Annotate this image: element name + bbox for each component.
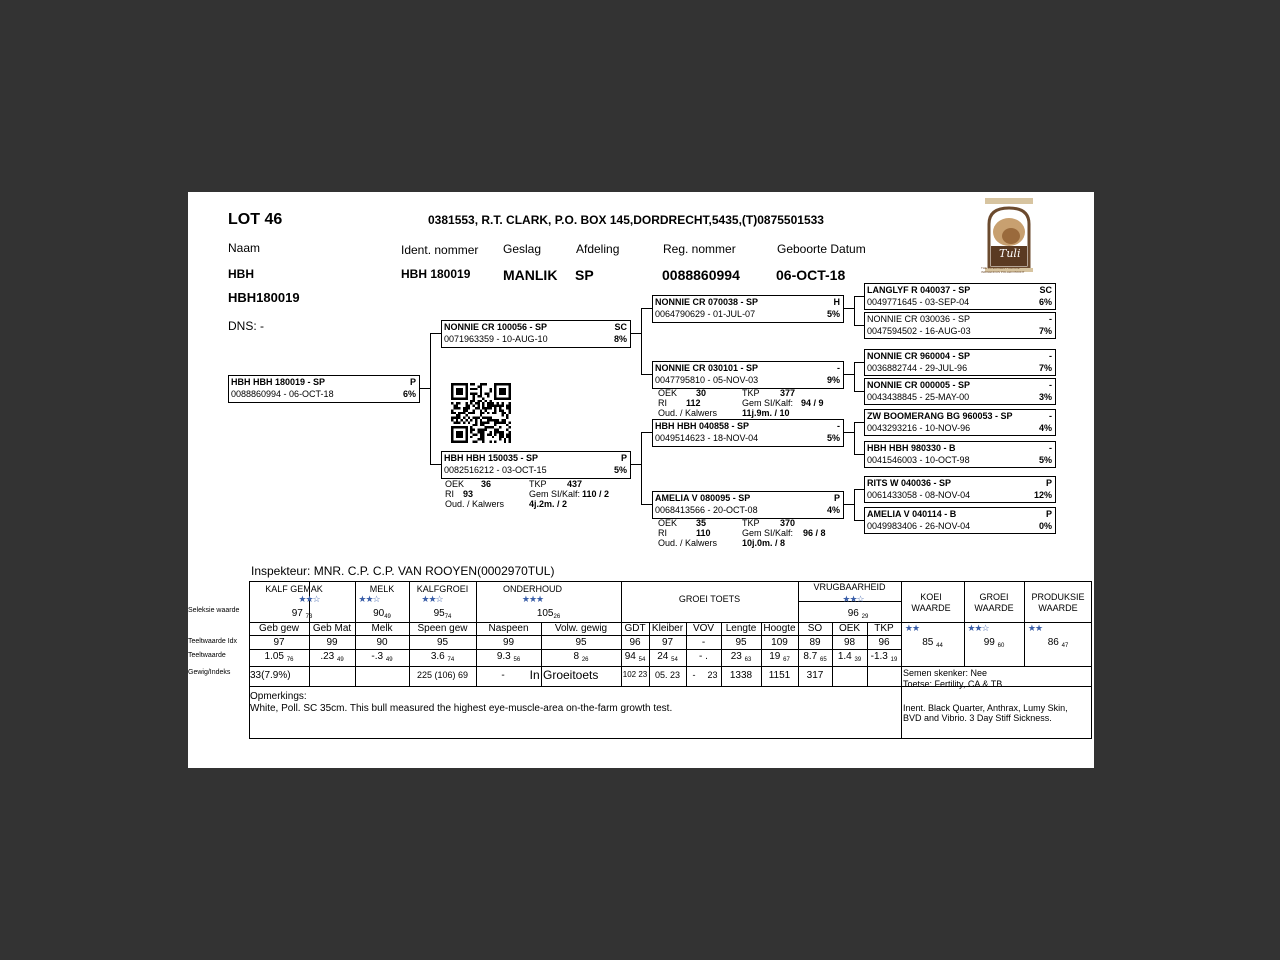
tw-value bbox=[476, 651, 541, 663]
pedigree-date: 0043293216 - 10-NOV-96 bbox=[867, 423, 971, 433]
tw-main: 8 bbox=[573, 651, 580, 662]
pedigree-gg1 bbox=[864, 283, 1056, 310]
column-header: VOV bbox=[692, 623, 715, 634]
idx-value: 96 bbox=[878, 637, 890, 648]
pedigree-sex: P bbox=[1045, 478, 1052, 488]
tw-main: 1.05 bbox=[264, 651, 284, 662]
evaluation-table bbox=[249, 581, 1092, 739]
hdr-groei-toets: GROEI TOETS bbox=[678, 594, 741, 604]
tw-value bbox=[867, 651, 901, 663]
row-label-seleksie: Seleksie waarde bbox=[188, 607, 240, 614]
pedigree-name: LANGLYF R 040037 - SP bbox=[867, 285, 971, 295]
pedigree-name: NONNIE CR 000005 - SP bbox=[867, 380, 971, 390]
pedigree-pct: 4% bbox=[1038, 423, 1052, 433]
gew-c1: 33(7.9%) bbox=[250, 670, 291, 681]
hdr-vrugbaarheid: VRUGBAARHEID bbox=[813, 582, 886, 592]
sel-value: 95 bbox=[433, 608, 445, 619]
label-geslag: Geslag bbox=[503, 242, 542, 256]
pedigree-name: NONNIE CR 100056 - SP bbox=[444, 322, 548, 332]
pedigree-name: HBH HBH 180019 - SP bbox=[231, 377, 326, 387]
pedigree-sex: - bbox=[837, 421, 840, 431]
stat-label: Gem SI/Kalf: bbox=[742, 528, 794, 538]
stat-value: 437 bbox=[567, 479, 583, 489]
pedigree-date: 0043438845 - 25-MAY-00 bbox=[867, 392, 970, 402]
tw-sub: 54 bbox=[638, 657, 646, 663]
pedigree-date: 0047594502 - 16-AUG-03 bbox=[867, 326, 971, 336]
pedigree-date: 0082516212 - 03-OCT-15 bbox=[444, 465, 547, 475]
sel-groei bbox=[964, 637, 1024, 649]
pedigree-date: 0036882744 - 29-JUL-96 bbox=[867, 363, 968, 373]
column-header: Speen gew bbox=[417, 623, 468, 634]
sel-value: 105 bbox=[536, 608, 554, 619]
pedigree-sex: - bbox=[1049, 411, 1052, 421]
row-label-idx: Teeltwaarde Idx bbox=[188, 638, 238, 645]
sel-value: 86 bbox=[1047, 637, 1059, 648]
pedigree-sex: P bbox=[620, 453, 627, 463]
pedigree-date: 0064790629 - 01-JUL-07 bbox=[655, 309, 756, 319]
pedigree-pct: 5% bbox=[826, 309, 840, 319]
sel-sub: 29 bbox=[861, 614, 869, 620]
gew-c9: - bbox=[692, 670, 696, 680]
tw-main: 3.6 bbox=[430, 651, 445, 662]
tw-value bbox=[409, 651, 476, 663]
row-label-tw: Teeltwaarde bbox=[188, 652, 226, 659]
tw-value bbox=[249, 651, 309, 663]
pedigree-date: 0049771645 - 03-SEP-04 bbox=[867, 297, 970, 307]
logo-caption-1: THE INTELLIGENT CHOICE bbox=[981, 266, 1020, 270]
stat-label: TKP bbox=[742, 388, 760, 398]
pedigree-sex: - bbox=[1049, 380, 1052, 390]
label-naam: Naam bbox=[228, 241, 261, 255]
dam-stats bbox=[445, 479, 625, 511]
pedigree-self bbox=[228, 375, 420, 403]
stat-value: 35 bbox=[696, 518, 707, 528]
stat-label: Oud. / Kalwers bbox=[658, 538, 718, 548]
pedigree-name: NONNIE CR 070038 - SP bbox=[655, 297, 759, 307]
tw-sub: 74 bbox=[447, 657, 455, 663]
pedigree-date: 0068413566 - 20-OCT-08 bbox=[655, 505, 758, 515]
pedigree-sex: SC bbox=[1039, 285, 1052, 295]
column-header: Volw. gewig bbox=[554, 623, 608, 634]
hdr-kalf-gemak: KALF GEMAK bbox=[265, 584, 323, 594]
pedigree-sex: - bbox=[1049, 443, 1052, 453]
hdr-kalfgroei: KALFGROEI bbox=[416, 584, 469, 594]
note-inent-1: Inent. Black Quarter, Anthrax, Lumy Skin, bbox=[903, 703, 1068, 713]
remarks-title: Opmerkings: bbox=[250, 691, 307, 702]
tw-main: 1.4 bbox=[837, 651, 852, 662]
pedigree-sex: SC bbox=[614, 322, 627, 332]
pedigree-name: RITS W 040036 - SP bbox=[867, 478, 952, 488]
idx-value: 98 bbox=[843, 637, 856, 648]
gew-c6: In Groeitoets bbox=[529, 668, 599, 682]
column-header: Naspeen bbox=[488, 623, 529, 634]
pedigree-pct: 0% bbox=[1038, 521, 1052, 531]
tw-value bbox=[761, 651, 798, 663]
pedigree-sex: P bbox=[833, 493, 840, 503]
gew-c10: 1338 bbox=[729, 670, 753, 681]
idx-value: 95 bbox=[575, 637, 587, 648]
pedigree-date: 0049983406 - 26-NOV-04 bbox=[867, 521, 971, 531]
pedigree-date: 0049514623 - 18-NOV-04 bbox=[655, 433, 759, 443]
pedigree-name: NONNIE CR 030036 - SP bbox=[867, 314, 971, 324]
pedigree-pct: 5% bbox=[826, 433, 840, 443]
idx-value: 97 bbox=[661, 637, 674, 648]
sel-vrug bbox=[798, 608, 918, 620]
pedigree-pct: 8% bbox=[613, 334, 627, 344]
stat-value: 370 bbox=[780, 518, 796, 528]
pedigree-name: HBH HBH 980330 - B bbox=[867, 443, 956, 453]
pedigree-sex: - bbox=[1049, 314, 1052, 324]
pedigree-sex: H bbox=[833, 297, 840, 307]
pedigree-pct: 3% bbox=[1038, 392, 1052, 402]
pedigree-gg3 bbox=[864, 349, 1056, 376]
pedigree-pct: 6% bbox=[1038, 297, 1052, 307]
pedigree-date: 0047795810 - 05-NOV-03 bbox=[655, 375, 759, 385]
tw-main: -.3 bbox=[371, 651, 384, 662]
pedigree-name: HBH HBH 040858 - SP bbox=[655, 421, 750, 431]
tw-value bbox=[649, 651, 686, 663]
tw-sub: 49 bbox=[337, 657, 344, 663]
sel-kalfgroei bbox=[409, 608, 476, 620]
tw-main: 8.7 bbox=[803, 651, 818, 662]
certificate-page bbox=[188, 192, 1094, 768]
stat-value: 377 bbox=[780, 388, 796, 398]
sel-value: 97 bbox=[291, 608, 303, 619]
row-label-gewig: Gewig/Indeks bbox=[188, 669, 231, 676]
stat-value: 96 / 8 bbox=[803, 528, 826, 538]
idx-value: 95 bbox=[436, 637, 449, 648]
logo-text: Tuli bbox=[999, 247, 1021, 260]
tw-sub: 56 bbox=[513, 657, 521, 663]
sel-value: 90 bbox=[373, 608, 385, 619]
pedigree-pct: 5% bbox=[613, 465, 627, 475]
sel-sub: 44 bbox=[936, 643, 943, 649]
column-header: Hoogte bbox=[763, 623, 796, 634]
label-reg: Reg. nommer bbox=[663, 242, 736, 256]
stat-label: Oud. / Kalwers bbox=[445, 499, 505, 509]
gew-c12: 317 bbox=[806, 670, 824, 681]
tw-sub: 63 bbox=[744, 657, 752, 663]
stat-label: Gem SI/Kalf: bbox=[742, 398, 794, 408]
animal-geboorte: 06-OCT-18 bbox=[776, 267, 846, 283]
pedigree-pct: 5% bbox=[1038, 455, 1052, 465]
pedigree-gg5 bbox=[864, 409, 1056, 436]
gew-c11: 1151 bbox=[768, 670, 791, 681]
pedigree-dam-sire bbox=[652, 419, 844, 447]
tw-main: -1.3 bbox=[870, 651, 888, 662]
idx-value: 109 bbox=[771, 637, 788, 648]
pedigree-sex: P bbox=[1045, 509, 1052, 519]
stat-value: 4j.2m. / 2 bbox=[529, 499, 568, 509]
stat-label: RI bbox=[658, 528, 667, 538]
hdr-onderhoud: ONDERHOUD bbox=[502, 584, 562, 594]
pedigree-sex: P bbox=[409, 377, 416, 387]
tw-value bbox=[541, 651, 621, 663]
note-inent-2: BVD and Vibrio. 3 Day Stiff Sickness. bbox=[903, 713, 1052, 723]
sel-sub: 26 bbox=[553, 614, 561, 620]
pedigree-dam bbox=[441, 451, 631, 479]
idx-value: 96 bbox=[629, 637, 641, 648]
tw-main: .23 bbox=[320, 651, 335, 662]
pedigree-name: NONNIE CR 960004 - SP bbox=[867, 351, 971, 361]
column-header: Geb gew bbox=[258, 623, 300, 634]
tw-value bbox=[798, 651, 832, 663]
stars-kalfgroei: ★★☆ bbox=[421, 594, 443, 604]
tw-value bbox=[355, 651, 409, 663]
tw-main: 9.3 bbox=[496, 651, 511, 662]
gew-c7: 102 23 bbox=[622, 670, 648, 679]
sel-produksie bbox=[1024, 637, 1092, 649]
animal-ident: HBH 180019 bbox=[401, 267, 471, 281]
idx-value: 99 bbox=[326, 637, 338, 648]
pedigree-sex: - bbox=[837, 363, 840, 373]
sel-value: 96 bbox=[847, 608, 859, 619]
qr-code bbox=[449, 383, 513, 443]
dam-dam-stats bbox=[658, 518, 838, 550]
tw-sub: 39 bbox=[854, 657, 862, 663]
pedigree-sire bbox=[441, 320, 631, 348]
column-header: Geb Mat bbox=[312, 623, 352, 634]
column-header: Lengte bbox=[725, 623, 757, 634]
pedigree-dam-dam bbox=[652, 491, 844, 519]
tw-sub: 65 bbox=[820, 657, 827, 663]
stat-label: OEK bbox=[445, 479, 465, 489]
stat-value: 11j.9m. / 10 bbox=[742, 408, 790, 418]
animal-naam: HBH bbox=[228, 267, 254, 281]
stat-value: 10j.0m. / 8 bbox=[742, 538, 786, 548]
tw-sub: 49 bbox=[385, 657, 393, 663]
pedigree-pct: 9% bbox=[826, 375, 840, 385]
remarks-text: White, Poll. SC 35cm. This bull measured the highest eye-muscle-area on-the-farm growth test. bbox=[250, 703, 673, 714]
animal-geslag: MANLIK bbox=[503, 267, 558, 283]
gew-c8: 05. 23 bbox=[654, 670, 681, 680]
pedigree-date: 0088860994 - 06-OCT-18 bbox=[231, 389, 334, 399]
hdr-koei-waarde: KOEI WAARDE bbox=[911, 592, 951, 613]
label-ident: Ident. nommer bbox=[401, 243, 479, 257]
sel-sub: 47 bbox=[1061, 643, 1069, 649]
pedigree-name: AMELIA V 080095 - SP bbox=[655, 493, 751, 503]
stat-label: Gem SI/Kalf: bbox=[529, 489, 581, 499]
column-header: SO bbox=[807, 623, 823, 634]
owner-info: 0381553, R.T. CLARK, P.O. BOX 145,DORDRECHT,5435,(T)0875501533 bbox=[428, 213, 824, 227]
tw-sub: 26 bbox=[581, 657, 589, 663]
tw-value bbox=[832, 651, 867, 663]
sel-kalf bbox=[249, 608, 355, 620]
tuli-logo bbox=[981, 198, 1037, 274]
pedigree-name: HBH HBH 150035 - SP bbox=[444, 453, 539, 463]
animal-naam2: HBH180019 bbox=[228, 290, 300, 305]
hdr-produksie-waarde: PRODUKSIE WAARDE bbox=[1031, 592, 1085, 613]
pedigree-name: NONNIE CR 030101 - SP bbox=[655, 363, 759, 373]
idx-value: 97 bbox=[273, 637, 285, 648]
pedigree-sire-sire bbox=[652, 295, 844, 323]
stars-vrugbaarheid: ★★☆ bbox=[842, 594, 864, 604]
gew-c9b: 23 bbox=[707, 670, 718, 680]
stat-value: 30 bbox=[696, 388, 707, 398]
note-semen: Semen skenker: Nee bbox=[903, 668, 988, 678]
stars-melk: ★★☆ bbox=[358, 594, 380, 604]
tw-sub: 76 bbox=[286, 657, 294, 663]
column-header: Melk bbox=[371, 623, 393, 634]
stat-value: 93 bbox=[463, 489, 474, 499]
idx-value: 95 bbox=[735, 637, 747, 648]
column-header: Kleiber bbox=[651, 623, 684, 634]
dns: DNS: - bbox=[228, 319, 264, 333]
gew-c5: - bbox=[501, 670, 505, 681]
pedigree-gg4 bbox=[864, 378, 1056, 405]
stars-koei: ★★ bbox=[904, 623, 920, 633]
tw-value bbox=[686, 651, 721, 663]
stat-label: TKP bbox=[742, 518, 760, 528]
pedigree-name: ZW BOOMERANG BG 960053 - SP bbox=[867, 411, 1013, 421]
stat-value: 110 / 2 bbox=[582, 489, 610, 499]
pedigree-date: 0041546003 - 10-OCT-98 bbox=[867, 455, 970, 465]
pedigree-sire-dam bbox=[652, 361, 844, 389]
lot-number: LOT 46 bbox=[228, 211, 283, 228]
pedigree-gg2 bbox=[864, 312, 1056, 339]
pedigree-pct: 7% bbox=[1038, 363, 1052, 373]
pedigree-gg8 bbox=[864, 507, 1056, 534]
pedigree-date: 0061433058 - 08-NOV-04 bbox=[867, 490, 971, 500]
stat-value: 110 bbox=[696, 528, 711, 538]
stars-onderhoud: ★★★ bbox=[521, 594, 544, 604]
logo-caption-2: INDIGENOUS POLLED PROFIT bbox=[981, 270, 1025, 274]
stat-label: OEK bbox=[658, 518, 678, 528]
note-toetse: Toetse: Fertility, CA & TB bbox=[903, 679, 1003, 689]
stat-label: RI bbox=[658, 398, 667, 408]
label-geboorte: Geboorte Datum bbox=[777, 242, 866, 256]
animal-afdeling: SP bbox=[575, 267, 594, 283]
tw-value bbox=[721, 651, 761, 663]
tw-main: 24 bbox=[657, 651, 669, 662]
stars-produksie: ★★ bbox=[1027, 623, 1043, 633]
pedigree-pct: 4% bbox=[826, 505, 840, 515]
gew-c4: 225 (106) 69 bbox=[416, 670, 469, 680]
stat-label: OEK bbox=[658, 388, 678, 398]
sel-sub: 60 bbox=[997, 643, 1005, 649]
stars-groei: ★★☆ bbox=[967, 623, 989, 633]
sel-sub: 74 bbox=[444, 614, 452, 620]
pedigree-sex: - bbox=[1049, 351, 1052, 361]
column-header: TKP bbox=[874, 623, 894, 634]
animal-reg: 0088860994 bbox=[662, 267, 740, 283]
sel-sub: 49 bbox=[384, 614, 391, 620]
inspector: Inspekteur: MNR. C.P. C.P. VAN ROOYEN(0002970TUL) bbox=[251, 564, 555, 578]
pedigree-date: 0071963359 - 10-AUG-10 bbox=[444, 334, 548, 344]
sire-dam-stats bbox=[658, 388, 838, 420]
pedigree-gg7 bbox=[864, 476, 1056, 503]
hdr-groei-waarde: GROEI WAARDE bbox=[974, 592, 1014, 613]
tw-value bbox=[309, 651, 355, 663]
stat-value: 36 bbox=[481, 479, 492, 489]
sel-sub: 73 bbox=[305, 614, 313, 620]
tw-main: 23 bbox=[730, 651, 742, 662]
sel-onderhoud bbox=[476, 608, 621, 620]
pedigree-pct: 12% bbox=[1033, 490, 1052, 500]
idx-value: 99 bbox=[502, 637, 515, 648]
tw-value bbox=[621, 651, 649, 663]
stat-label: Oud. / Kalwers bbox=[658, 408, 718, 418]
sel-value: 99 bbox=[983, 637, 995, 648]
pedigree-name: AMELIA V 040114 - B bbox=[867, 509, 957, 519]
idx-value: - bbox=[701, 637, 706, 648]
pedigree-pct: 6% bbox=[402, 389, 416, 399]
column-header: GDT bbox=[624, 623, 646, 634]
sel-value: 85 bbox=[922, 637, 934, 648]
stat-label: TKP bbox=[529, 479, 547, 489]
tw-sub: 54 bbox=[671, 657, 678, 663]
pedigree-gg6 bbox=[864, 441, 1056, 468]
idx-value: 90 bbox=[376, 637, 388, 648]
stars-kalf-gemak: ★★☆ bbox=[298, 594, 320, 604]
tw-main: 19 bbox=[769, 651, 781, 662]
stat-value: 112 bbox=[686, 398, 701, 408]
column-header: OEK bbox=[838, 623, 861, 634]
label-afdeling: Afdeling bbox=[576, 242, 620, 256]
tw-main: 94 bbox=[624, 651, 636, 662]
tw-main: - . bbox=[699, 651, 708, 662]
tw-sub: 19 bbox=[890, 657, 898, 663]
stat-label: RI bbox=[445, 489, 454, 499]
stat-value: 94 / 9 bbox=[801, 398, 824, 408]
pedigree-pct: 7% bbox=[1038, 326, 1052, 336]
sel-koei bbox=[901, 637, 964, 649]
tw-sub: 67 bbox=[783, 657, 790, 663]
idx-value: 89 bbox=[809, 637, 821, 648]
hdr-melk: MELK bbox=[369, 584, 395, 594]
sel-melk bbox=[355, 608, 409, 620]
